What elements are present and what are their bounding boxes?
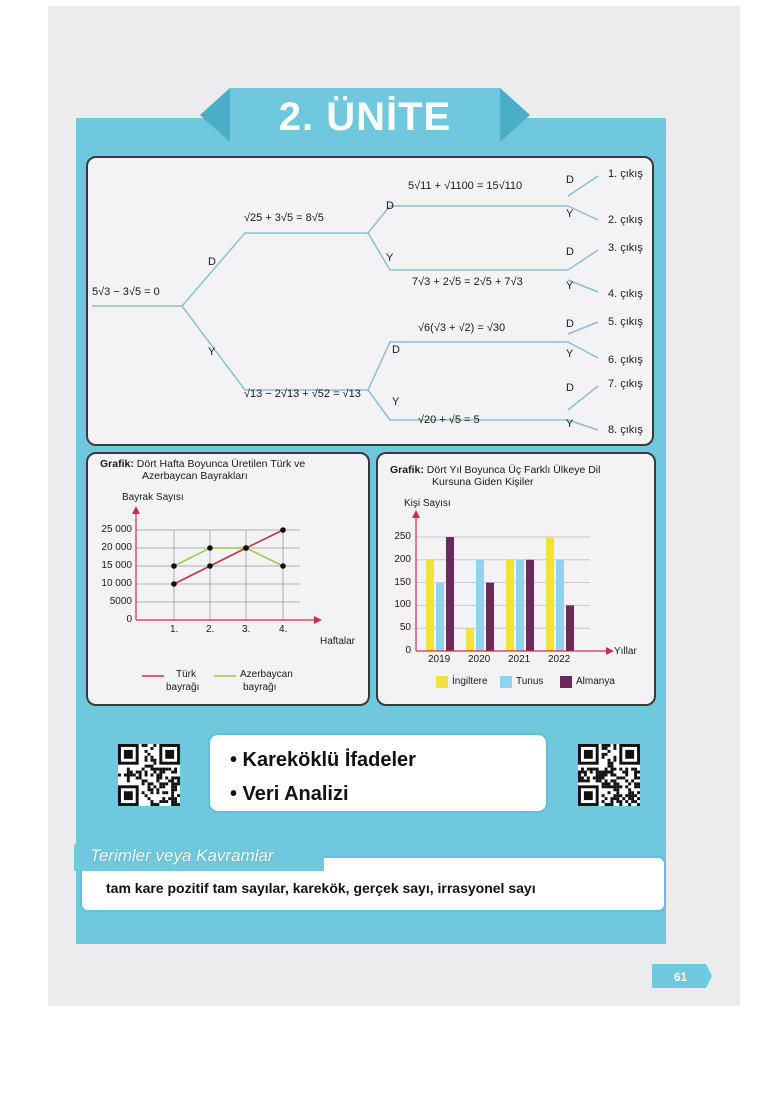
bar — [546, 537, 554, 651]
topic-item: • Veri Analizi — [230, 783, 349, 805]
qr-left-caption: EBA İçeriği — [120, 812, 160, 821]
tree-root-statement: 5√3 − 3√5 = 0 — [92, 286, 160, 298]
tree-label-d: D — [566, 318, 574, 330]
terms-text: tam kare pozitif tam sayılar, karekök, gerçek sayı, irrasyonel sayı — [106, 880, 536, 896]
bar — [566, 605, 574, 651]
y-tick-label: 250 — [394, 531, 411, 542]
tree-lower-y-statement: √20 + √5 = 5 — [418, 414, 480, 426]
tree-lower-d-statement: √6(√3 + √2) = √30 — [418, 322, 506, 334]
exit-label: 7. çıkış — [608, 378, 643, 390]
legend-swatch — [500, 676, 512, 688]
tree-upper-statement: √25 + 3√5 = 8√5 — [244, 212, 324, 224]
tree-label-d: D — [386, 200, 394, 212]
x-tick-label: 2020 — [468, 654, 491, 665]
bar — [466, 628, 474, 651]
legend-azer-line1: Azerbaycan — [240, 669, 293, 680]
tree-label-d: D — [392, 344, 400, 356]
tree-label-d: D — [208, 256, 216, 268]
bar — [426, 560, 434, 651]
chart-title-line2: Kursuna Giden Kişiler — [432, 476, 534, 488]
legend-swatch — [560, 676, 572, 688]
x-tick-label: 1. — [170, 624, 179, 635]
y-tick-label: 150 — [394, 576, 411, 588]
bar-chart-ylabel: Kişi Sayısı — [404, 498, 451, 509]
chart-title-prefix: Grafik: — [100, 458, 134, 470]
x-tick-label: 2. — [206, 624, 215, 635]
tree-label-y: Y — [566, 280, 574, 292]
x-tick-label: 2022 — [548, 654, 571, 665]
legend-turk-line1: Türk — [176, 669, 196, 680]
exit-label: 4. çıkış — [608, 288, 643, 300]
y-tick-label: 0 — [126, 614, 132, 625]
bar-chart-xlabel: Yıllar — [614, 646, 637, 657]
chart-title-prefix: Grafik: — [390, 464, 424, 476]
bar — [556, 560, 564, 651]
x-tick-label: 4. — [279, 624, 288, 635]
tree-label-y: Y — [566, 418, 574, 430]
tree-label-d: D — [566, 246, 574, 258]
tree-label-y: Y — [386, 252, 394, 264]
tree-label-y: Y — [392, 396, 400, 408]
legend-azer-line2: bayrağı — [243, 682, 277, 693]
chart-title-line2: Azerbaycan Bayrakları — [142, 470, 248, 482]
legend-label: İngiltere — [452, 676, 488, 687]
legend-label: Almanya — [576, 676, 615, 687]
tree-label-y: Y — [566, 348, 574, 360]
x-tick-label: 2021 — [508, 654, 531, 665]
topics-box — [208, 733, 548, 813]
x-tick-label: 2019 — [428, 654, 451, 665]
bar — [506, 560, 514, 651]
x-axis-arrow — [606, 647, 614, 655]
y-tick-label: 200 — [394, 553, 411, 565]
line-chart-ylabel: Bayrak Sayısı — [122, 492, 184, 503]
legend-label: Tunus — [516, 676, 544, 687]
y-tick-label: 25 000 — [101, 524, 132, 535]
eba-qr-code[interactable] — [118, 744, 180, 806]
page-number: 61 — [674, 970, 688, 984]
bar — [446, 537, 454, 651]
y-tick-label: 5000 — [109, 596, 132, 607]
tree-label-y: Y — [566, 208, 574, 220]
bar — [476, 560, 484, 651]
exit-label: 5. çıkış — [608, 316, 643, 328]
y-axis-arrow — [412, 510, 420, 518]
tree-label-d: D — [566, 382, 574, 394]
x-tick-label: 3. — [242, 624, 251, 635]
tree-label-d: D — [566, 174, 574, 186]
exit-label: 8. çıkış — [608, 424, 643, 436]
line-chart-xlabel: Haftalar — [320, 636, 356, 647]
unit-intro-qr-code[interactable] — [578, 744, 640, 806]
y-tick-label: 15 000 — [101, 560, 132, 571]
y-tick-label: 20 000 — [101, 542, 132, 553]
qr-right-caption: 2. Ünite Tanıtımı — [566, 812, 625, 821]
exit-label: 6. çıkış — [608, 354, 643, 366]
y-tick-label: 50 — [399, 622, 411, 634]
exit-label: 3. çıkış — [608, 242, 643, 254]
bar — [436, 583, 444, 651]
y-tick-label: 0 — [405, 645, 411, 656]
topic-item: • Kareköklü İfadeler — [230, 749, 416, 771]
tree-label-y: Y — [208, 346, 216, 358]
legend-swatch — [436, 676, 448, 688]
tree-upper-y-statement: 7√3 + 2√5 = 2√5 + 7√3 — [412, 276, 523, 288]
terms-title: Terimler veya Kavramlar — [90, 846, 274, 865]
bar — [486, 583, 494, 651]
y-tick-label: 100 — [394, 599, 411, 611]
chart-title-line1: Dört Yıl Boyunca Üç Farklı Ülkeye Dil — [426, 464, 601, 476]
tree-upper-d-statement: 5√11 + √1100 = 15√110 — [408, 180, 523, 192]
exit-label: 2. çıkış — [608, 214, 643, 226]
exit-label: 1. çıkış — [608, 168, 643, 180]
bar — [526, 560, 534, 651]
bar — [516, 560, 524, 651]
chart-title-line1: Dört Hafta Boyunca Üretilen Türk ve — [136, 458, 306, 470]
unit-title: 2. ÜNİTE — [278, 95, 452, 139]
tree-lower-statement: √13 − 2√13 + √52 = √13 — [244, 388, 361, 400]
legend-turk-line2: bayrağı — [166, 682, 200, 693]
y-tick-label: 10 000 — [101, 578, 132, 589]
